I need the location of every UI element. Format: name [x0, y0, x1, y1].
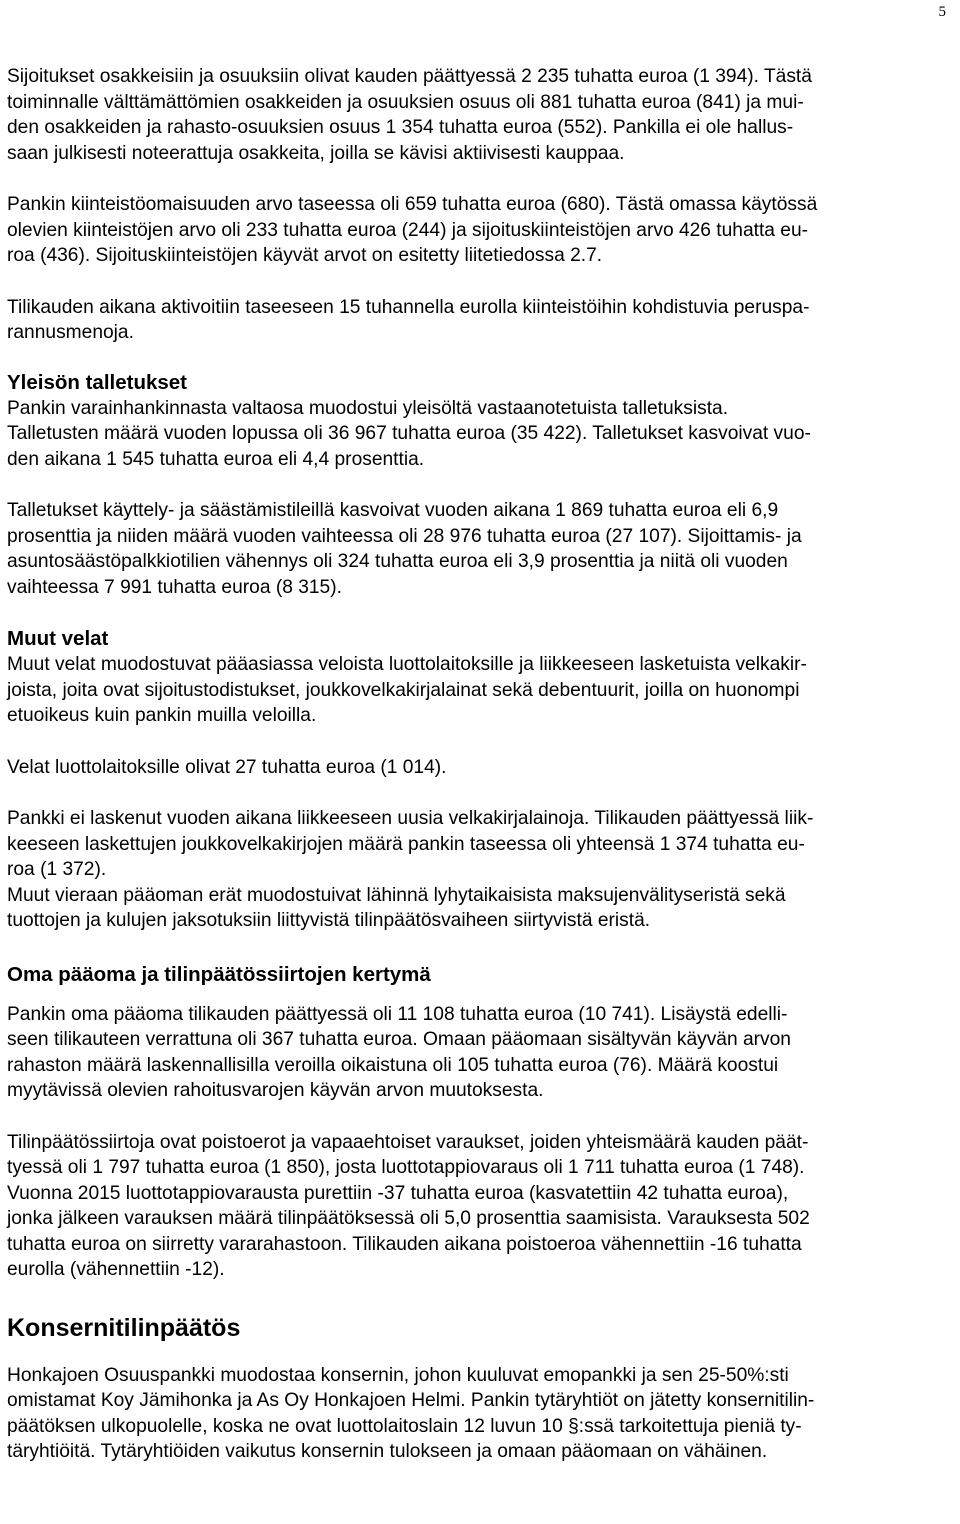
text-line: rannusmenoja.: [7, 322, 134, 343]
paragraph-appropriations: [7, 1130, 951, 1283]
text-line: den osakkeiden ja rahasto-osuuksien osuus 1 354 tuhatta euroa (552). Pankilla ei ole hallus-: [7, 117, 794, 138]
section-heading-equity: Oma pääoma ja tilinpäätössiirtojen kertymä: [7, 962, 431, 986]
text-line: etuoikeus kuin pankin muilla veloilla.: [7, 705, 317, 726]
text-line: vaihteessa 7 991 tuhatta euroa (8 315).: [7, 576, 342, 598]
text-line: joista, joita ovat sijoitustodistukset, joukkovelkakirjalainat sekä debentuurit, joilla on huonompi: [7, 679, 800, 701]
paragraph-investments: [7, 64, 951, 166]
paragraph-real-estate: [7, 192, 951, 269]
paragraph-deposits-accounts: [7, 498, 951, 600]
paragraph-renovations: [7, 295, 951, 346]
text-line: eurolla (vähennettiin -12).: [7, 1259, 225, 1280]
text-line: jonka jälkeen varauksen määrä tilinpäätöksessä oli 5,0 prosenttia saamisista. Varauksesta 502: [7, 1208, 810, 1229]
text-line: Pankin oma pääoma tilikauden päättyessä oli 11 108 tuhatta euroa (10 741). Lisäystä edelli-: [7, 1003, 788, 1025]
text-line: den aikana 1 545 tuhatta euroa eli 4,4 prosenttia.: [7, 448, 425, 470]
text-line: Vuonna 2015 luottotappiovarausta purettiin -37 tuhatta euroa (kasvatettiin 42 tuhatta euroa),: [7, 1182, 789, 1204]
text-line: asuntosäästöpalkkiotilien vähennys oli 324 tuhatta euroa eli 3,9 prosenttia ja niitä oli vuoden: [7, 551, 788, 572]
text-line: myytävissä olevien rahoitusvarojen käyvän arvon muutoksesta.: [7, 1080, 544, 1101]
text-line: Velat luottolaitoksille olivat 27 tuhatta euroa (1 014).: [7, 756, 447, 778]
text-line: Pankki ei laskenut vuoden aikana liikkeeseen uusia velkakirjalainoja. Tilikauden päättyessä liik-: [7, 808, 814, 829]
text-line: omistamat Koy Jämihonka ja As Oy Honkajoen Helmi. Pankin tytäryhtiöt on jätetty konsernitilin-: [7, 1390, 815, 1411]
paragraph-equity: [7, 1002, 951, 1104]
text-line: Honkajoen Osuuspankki muodostaa konsernin, johon kuuluvat emopankki ja sen 25-50%:sti: [7, 1364, 789, 1386]
text-line: Pankin varainhankinnasta valtaosa muodostui yleisöltä vastaanotetuista talletuksista.: [7, 397, 729, 419]
text-line: tuhatta euroa on siirretty vararahastoon. Tilikauden aikana poistoeroa vähennettiin -16 tuhatta: [7, 1233, 802, 1255]
paragraph-group: [7, 1363, 951, 1465]
text-line: rahaston määrä laskennallisilla veroilla oikaistuna oli 105 tuhatta euroa (76). Määrä koostui: [7, 1054, 779, 1076]
text-line: prosenttia ja niiden määrä vuoden vaihteessa oli 28 976 tuhatta euroa (27 107). Sijoittamis- ja: [7, 525, 802, 547]
text-line: toiminnalle välttämättömien osakkeiden ja osuuksien osuus oli 881 tuhatta euroa (841) ja mui-: [7, 91, 804, 113]
paragraph-other-liabilities: [7, 652, 951, 729]
text-line: Talletukset käyttely- ja säästämistileillä kasvoivat vuoden aikana 1 869 tuhatta euroa eli 6,9: [7, 500, 779, 521]
text-line: roa (436). Sijoituskiinteistöjen käyvät arvot on esitetty liitetiedossa 2.7.: [7, 245, 603, 266]
text-line: Tilinpäätössiirtoja ovat poistoerot ja vapaaehtoiset varaukset, joiden yhteismäärä kauden päät-: [7, 1131, 809, 1153]
text-line: tuottojen ja kulujen jaksotuksiin liittyvistä tilinpäätösvaiheen siirtyvistä eristä.: [7, 910, 651, 931]
page-number: 5: [938, 4, 946, 20]
text-line: Muut velat muodostuvat pääasiassa veloista luottolaitoksille ja liikkeeseen lasketuista velkakir-: [7, 654, 807, 675]
text-line: seen tilikauteen verrattuna oli 367 tuhatta euroa. Omaan pääomaan sisältyvän käyvän arvon: [7, 1029, 791, 1050]
text-line: keeseen laskettujen joukkovelkakirjojen määrä pankin taseessa oli yhteensä 1 374 tuhatta eu-: [7, 833, 805, 855]
paragraph-deposits: [7, 396, 951, 473]
text-line: Talletusten määrä vuoden lopussa oli 36 967 tuhatta euroa (35 422). Talletukset kasvoivat vuo-: [7, 423, 811, 444]
text-line: täryhtiöitä. Tytäryhtiöiden vaikutus konsernin tulokseen ja omaan pääomaan on vähäinen.: [7, 1441, 768, 1462]
text-line: Tilikauden aikana aktivoitiin taseeseen 15 tuhannella eurolla kiinteistöihin kohdistuvia peruspa-: [7, 296, 810, 318]
text-line: Muut vieraan pääoman erät muodostuivat lähinnä lyhytaikaisista maksujenvälityseristä sekä: [7, 884, 786, 906]
text-line: saan julkisesti noteerattuja osakkeita, joilla se kävisi aktiivisesti kauppaa.: [7, 142, 625, 164]
text-line: päätöksen ulkopuolelle, koska ne ovat luottolaitoslain 12 luvun 10 §:ssä tarkoitettuja pieniä ty-: [7, 1415, 802, 1437]
text-line: roa (1 372).: [7, 859, 107, 880]
text-line: tyessä oli 1 797 tuhatta euroa (1 850), josta luottotappiovaraus oli 1 711 tuhatta euroa (1 748).: [7, 1157, 805, 1178]
paragraph-credit-institutions: [7, 755, 951, 781]
text-line: Sijoitukset osakkeisiin ja osuuksiin olivat kauden päättyessä 2 235 tuhatta euroa (1 394). Tästä: [7, 66, 812, 87]
section-heading-other-liabilities: Muut velat: [7, 627, 109, 650]
text-line: olevien kiinteistöjen arvo oli 233 tuhatta euroa (244) ja sijoituskiinteistöjen arvo 426 tuhatta eu-: [7, 219, 809, 241]
section-heading-deposits: Yleisön talletukset: [7, 370, 188, 394]
text-line: Pankin kiinteistöomaisuuden arvo taseessa oli 659 tuhatta euroa (680). Tästä omassa käytössä: [7, 194, 818, 215]
paragraph-bonds: [7, 806, 951, 934]
document-body: [7, 64, 951, 1465]
section-heading-group: Konsernitilinpäätös: [7, 1313, 241, 1342]
